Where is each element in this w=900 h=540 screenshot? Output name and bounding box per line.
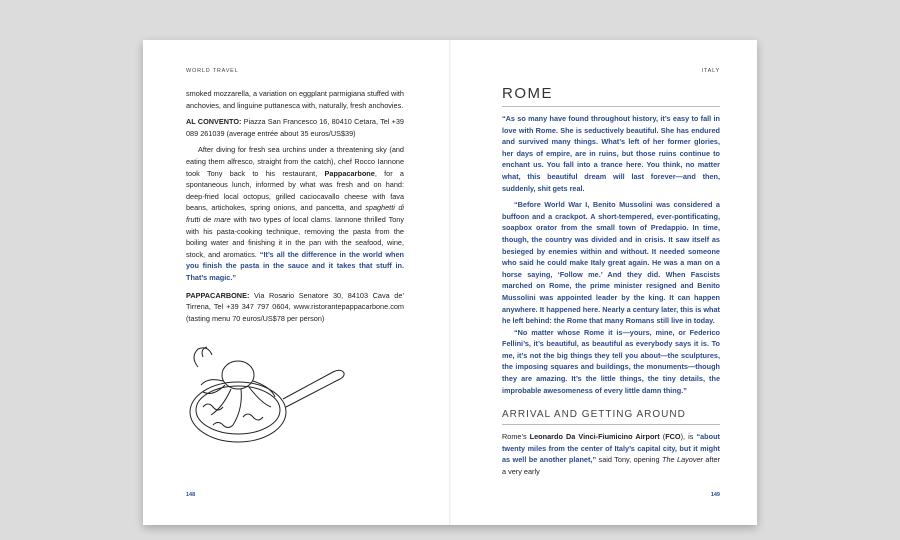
quote-text: “It’s all the difference in the world when you finish the pasta in the sauce and it takes that stuff in. That’s magic.”: [186, 249, 404, 282]
paragraph: [186, 290, 404, 325]
section-text: [502, 431, 720, 482]
octopus-pan-illustration: [183, 337, 363, 457]
left-folio: 148: [186, 491, 196, 498]
left-page: [143, 40, 449, 525]
text-run: Rome’s: [502, 432, 530, 442]
paragraph: [186, 144, 404, 283]
right-page: [451, 40, 757, 525]
quote-text: “Before World War I, Benito Mussolini was considered a buffoon and a crackpot. A short-tempered, ever-pontificating, soapbox orator from the small town of Predappio. In time, though, the country was divided and in crisis. It saw itself as besieged by enemies within and without. It needed someone who said he could make Italy great again. He was a man on a horse saying, ‘Follow me.’ And they did. When Fascists marched on Rome, the prime minister resigned and Benito Mussolini was appointed leader by the king. It can happen anywhere. It happened here. Nearly a century later, this is what he left behind: the Rome that many Romans still live in today.: [502, 200, 720, 326]
bold-text: Leonardo Da Vinci-Fiumicino Airport: [529, 432, 660, 442]
text-run: , for a spontaneous lunch, informed by what was fresh and on hand: deep-fried local octopus, grilled caciocavallo cheese with fava beans, artichokes, spring onions, and pancetta, and: [186, 168, 404, 213]
text-run: After diving for fresh sea urchins under a threatening sky (and eating them alfresco, straight from the catch), chef Rocco Iannone took Tony back to his restaurant,: [186, 145, 404, 178]
paragraph: [502, 113, 720, 194]
page-title: ROME: [502, 85, 720, 107]
text-run: smoked mozzarella, a variation on eggplant parmigiana stuffed with anchovies, and linguine puttanesca with, naturally, fresh anchovies.: [186, 89, 404, 110]
bold-text: PAPPACARBONE:: [186, 290, 250, 300]
bold-text: Pappacarbone: [324, 168, 375, 178]
bold-text: AL CONVENTO:: [186, 117, 242, 127]
paragraph: [502, 199, 720, 327]
right-running-head: ITALY: [701, 68, 720, 74]
right-folio: 149: [710, 491, 720, 498]
bold-text: FCO: [665, 432, 681, 442]
quote-text: “As so many have found throughout history, it’s easy to fall in love with Rome. She is seductively beautiful. She has endured and survived many things. What’s left of her former glories, her days of empire, are in ruins, but those ruins continue to enchant us. You fall into a trance here. You think, no matter what, this beautiful dream will last forever—and then, suddenly, shit gets real.: [502, 114, 720, 193]
text-run: Via Rosario Senatore 30, 84103 Cava de’ Tirrena, Tel +39 347 797 0604, www.ristorantepappacarbone.com (tasting menu 70 euros/US$78 per person): [186, 290, 404, 323]
text-run: ), is: [680, 432, 697, 442]
paragraph: [186, 116, 404, 139]
right-page-text: [502, 113, 720, 396]
section-heading: ARRIVAL AND GETTING AROUND: [502, 408, 720, 425]
text-run: Piazza San Francesco 16, 80410 Cetara, Tel +39 089 261039 (average entrée about 35 euros/US$39): [186, 117, 404, 138]
text-run: (: [659, 432, 666, 442]
text-run: with two types of local clams. Iannone thrilled Tony with his pasta-cooking technique, removing the pasta from the boiling water and finishing it in the pan with the seafood, wine, stock, and aromatics.: [186, 214, 404, 259]
paragraph: [502, 327, 720, 397]
text-run: after a very early: [502, 455, 721, 477]
text-run: said Tony, opening: [596, 455, 662, 465]
paragraph: [186, 88, 404, 111]
left-running-head: WORLD TRAVEL: [186, 68, 239, 74]
quote-text: “No matter whose Rome it is—yours, mine, or Federico Fellini’s, it’s beautiful, as beautiful as everybody says it is. To me, it’s not the big things they tell you about—the sculptures, the imposing squares and buildings, the monuments—though they are amazing. It’s the little things, the tiny details, the improbable awesomeness of every little damn thing.”: [502, 327, 720, 395]
quote-text: “about twenty miles from the center of Italy’s capital city, but it might as well be another planet,”: [502, 432, 720, 465]
text-run: spaghetti di frutti de mare: [186, 203, 404, 224]
paragraph: [502, 431, 720, 477]
book-spread: [143, 40, 757, 525]
left-page-text: [186, 88, 404, 329]
text-run: The Layover: [662, 455, 703, 465]
